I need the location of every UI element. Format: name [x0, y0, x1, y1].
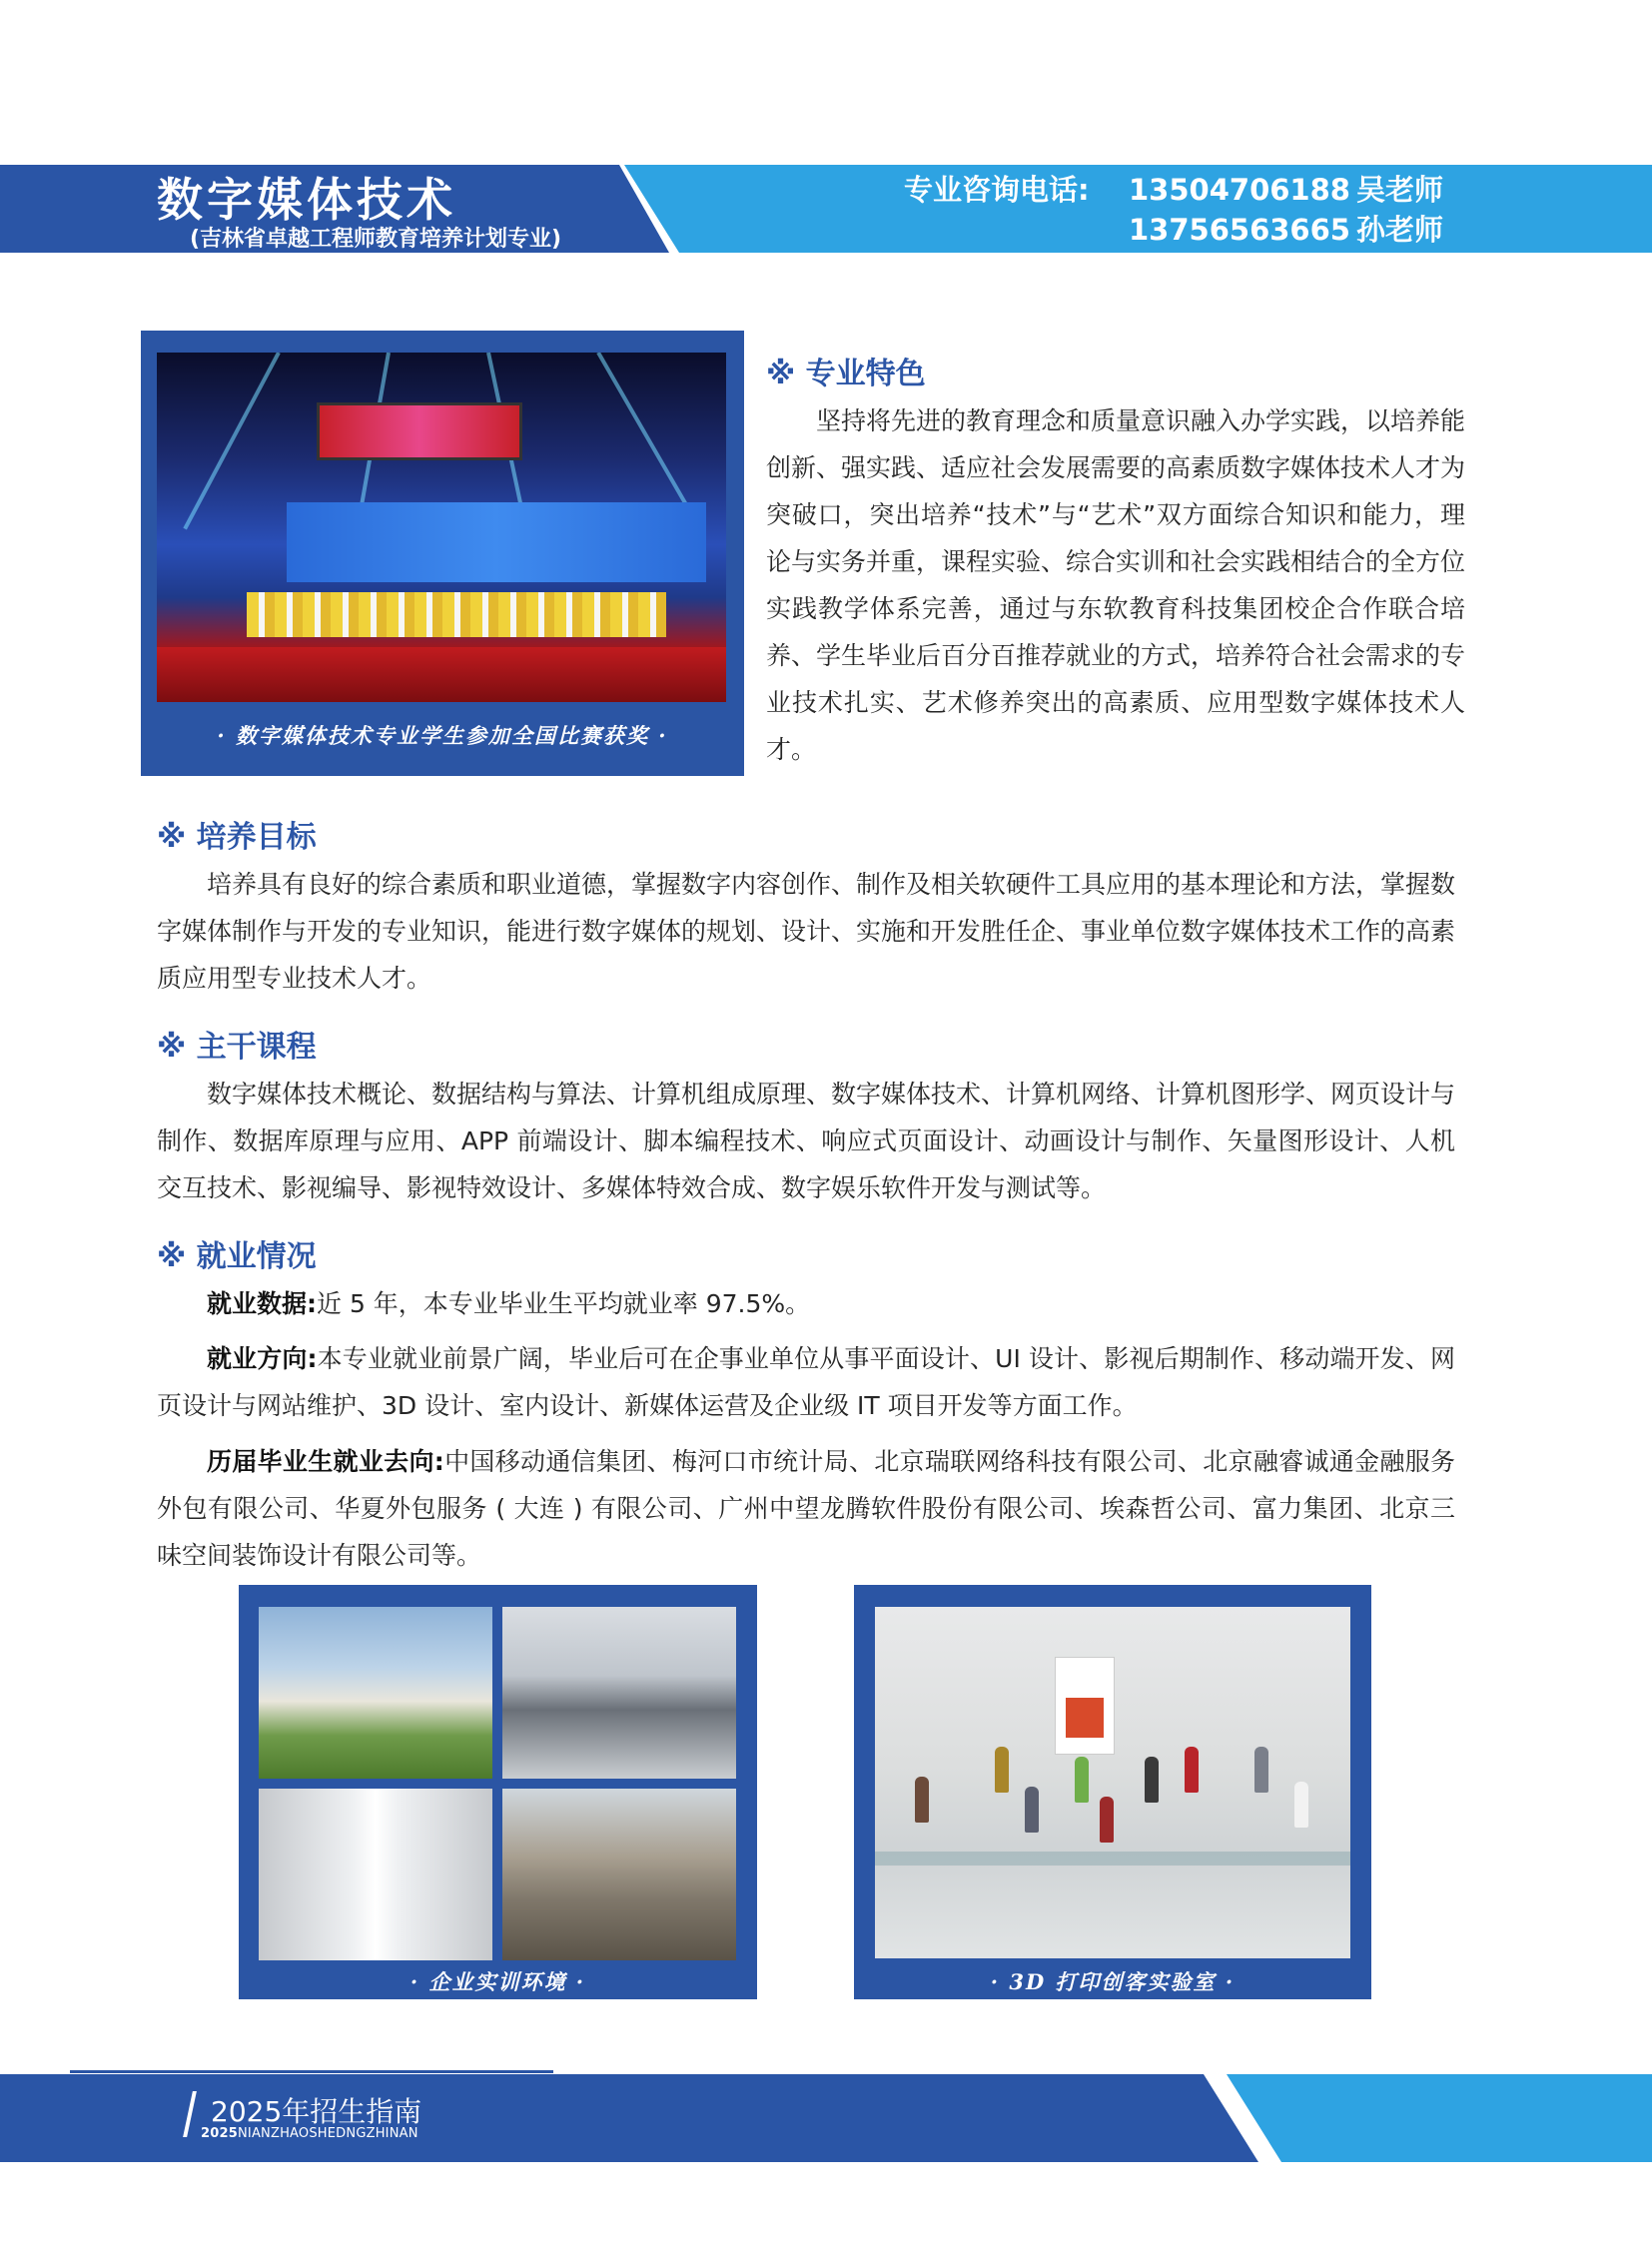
award-students: [247, 592, 666, 637]
consult-phone-number: 13504706188: [1129, 173, 1350, 207]
consult-phone-number: 13756563665: [1129, 213, 1350, 247]
campus-building-photo: [259, 1607, 492, 1779]
footer-rule: [70, 2070, 553, 2073]
goals-text: 培养具有良好的综合素质和职业道德，掌握数字内容创作、制作及相关软硬件工具应用的基本理论和方法，掌握数字媒体制作与开发的专业知识，能进行数字媒体的规划、设计、实施和开发胜任企、事业单位数字媒体技术工作的高素质应用型专业技术人才。: [157, 870, 1456, 993]
figurine: [995, 1747, 1009, 1793]
employment-direction: [157, 1335, 1455, 1429]
employment-destinations: [157, 1438, 1455, 1579]
stage-main-screen: [287, 502, 706, 582]
features-text: 坚持将先进的教育理念和质量意识融入办学实践，以培养能创新、强实践、适应社会发展需要的高素质数字媒体技术人才为突破口，突出培养“技术”与“艺术”双方面综合知识和能力，理论与实务并重，课程实验、综合实训和社会实践相结合的全方位实践教学体系完善，通过与东软教育科技集团校企合作联合培养、学生毕业后百分百推荐就业的方式，培养符合社会需求的专业技术扎实、艺术修养突出的高素质、应用型数字媒体技术人才。: [766, 406, 1466, 764]
figurine: [1185, 1747, 1199, 1793]
lab-exhibit-sign: [1055, 1657, 1115, 1755]
consult-row-2: [904, 210, 1443, 250]
employment-direction-label: 就业方向:: [207, 1344, 318, 1373]
computer-lab-photo: [502, 1607, 736, 1779]
features-heading: ※ 专业特色: [766, 357, 926, 391]
figurine: [1100, 1797, 1114, 1843]
competition-photo-caption: · 数字媒体技术专业学生参加全国比赛获奖 ·: [217, 723, 668, 748]
employment-destinations-text: 中国移动通信集团、梅河口市统计局、北京瑞联网络科技有限公司、北京融睿诚通金融服务外包有限公司、华夏外包服务 ( 大连 ) 有限公司、广州中望龙腾软件股份有限公司、埃森哲公司、富力集团、北京三味空间装饰设计有限公司等。: [157, 1447, 1456, 1570]
training-environment-photos: [259, 1607, 737, 1960]
castle-building-photo: [502, 1789, 736, 1960]
employment-heading: ※ 就业情况: [157, 1239, 317, 1274]
training-environment-caption: · 企业实训环境 ·: [410, 1969, 586, 1994]
footer-sub-year: 2025: [201, 2126, 238, 2141]
page-subtitle: (吉林省卓越工程师教育培养计划专业): [190, 227, 562, 252]
employment-direction-text: 本专业就业前景广阔，毕业后可在企事业单位从事平面设计、UI 设计、影视后期制作、移动端开发、网页设计与网站维护、3D 设计、室内设计、新媒体运营及企业级 IT 项目开发等方面工作。: [157, 1344, 1456, 1420]
figurine: [1075, 1757, 1089, 1803]
employment-data-label: 就业数据:: [207, 1289, 317, 1318]
employment-data-text: 近 5 年，本专业毕业生平均就业率 97.5%。: [317, 1289, 811, 1318]
training-environment-frame: [239, 1585, 757, 1999]
printing-lab-frame: [854, 1585, 1371, 1999]
employment-data: [157, 1280, 1455, 1327]
figurine: [1145, 1757, 1159, 1803]
printing-lab-caption: · 3D 打印创客实验室 ·: [990, 1969, 1236, 1994]
footer-sub-text: NIANZHAOSHEDNGZHINAN: [237, 2126, 418, 2141]
figurine: [1294, 1782, 1308, 1828]
footer-subtitle: [201, 2126, 418, 2141]
competition-stage-photo: [157, 353, 726, 702]
footer-title: 2025年招生指南: [211, 2095, 422, 2128]
consult-phone-label: 专业咨询电话:: [904, 173, 1090, 207]
footer-band-light: [1227, 2074, 1652, 2162]
consult-teacher-name: 吴老师: [1356, 173, 1444, 207]
consult-teacher-name: 孙老师: [1356, 213, 1444, 247]
consult-row-1: [904, 170, 1443, 210]
glass-shelf: [875, 1852, 1350, 1866]
stage-floor: [157, 647, 726, 702]
figurine: [1254, 1747, 1268, 1793]
page-title: 数字媒体技术: [157, 173, 456, 227]
consult-phone-block: [904, 170, 1443, 250]
dormitory-photo: [259, 1789, 492, 1960]
stage-top-screen: [317, 402, 522, 460]
courses-heading: ※ 主干课程: [157, 1030, 317, 1065]
figurine: [1025, 1787, 1039, 1833]
figurine: [915, 1777, 929, 1823]
goals-heading: ※ 培养目标: [157, 820, 317, 855]
courses-text: 数字媒体技术概论、数据结构与算法、计算机组成原理、数字媒体技术、计算机网络、计算机图形学、网页设计与制作、数据库原理与应用、APP 前端设计、脚本编程技术、响应式页面设计、动画设计与制作、矢量图形设计、人机交互技术、影视编导、影视特效设计、多媒体特效合成、数字娱乐软件开发与测试等。: [157, 1080, 1456, 1202]
printing-lab-photo: [875, 1607, 1350, 1958]
competition-photo-frame: [141, 331, 744, 776]
employment-destinations-label: 历届毕业生就业去向:: [207, 1447, 444, 1476]
